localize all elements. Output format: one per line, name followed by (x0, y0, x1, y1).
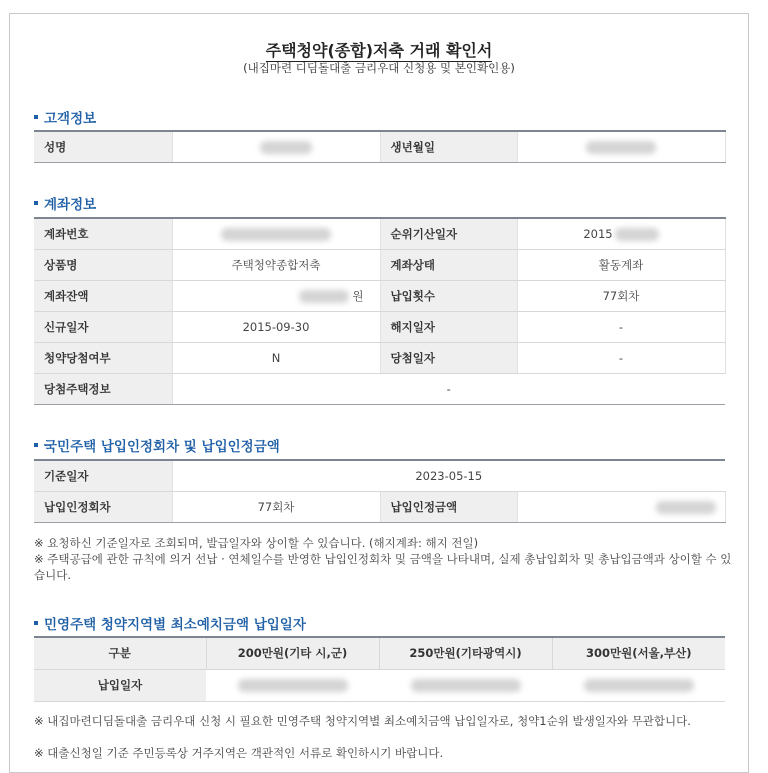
win-date-value: - (517, 342, 725, 373)
birth-value (517, 131, 725, 162)
pay-date-2m (206, 669, 379, 701)
table-row (34, 131, 725, 162)
col-2-5m: 250만원(기타광역시) (379, 637, 552, 669)
win-value: N (172, 342, 380, 373)
table-row (34, 460, 725, 491)
rank-date-value: 2015 (517, 218, 725, 249)
section-account-heading: 계좌정보 (34, 193, 96, 213)
account-info-table (34, 217, 726, 405)
account-no-label: 계좌번호 (34, 218, 172, 249)
table-row (34, 373, 725, 404)
section-private-heading: 민영주택 청약지역별 최소예치금액 납입일자 (34, 613, 306, 633)
section-customer-heading: 고객정보 (34, 107, 96, 127)
name-label: 성명 (34, 131, 172, 162)
bullet-icon (34, 621, 38, 625)
win-house-value: - (172, 373, 725, 404)
table-row (34, 342, 725, 373)
recognized-amount-label: 납입인정금액 (380, 491, 517, 522)
col-category: 구분 (34, 637, 206, 669)
national-note-2: ※ 주택공급에 관한 규칙에 의거 선납 · 연체일수를 반영한 납입인정회차 및 금액을 나타내며, 실제 총납입회차 및 총납입금액과 상이할 수 있습니다. (34, 552, 732, 582)
customer-info-table (34, 130, 726, 163)
open-date-label: 신규일자 (34, 311, 172, 342)
bullet-icon (34, 443, 38, 447)
account-no-value (172, 218, 380, 249)
table-row (34, 249, 725, 280)
col-2m: 200만원(기타 시,군) (206, 637, 379, 669)
product-value: 주택청약종합저축 (172, 249, 380, 280)
document-subtitle: (내집마련 디딤돌대출 금리우대 신청용 및 본인확인용) (243, 61, 515, 75)
recognized-count-value: 77회차 (172, 491, 380, 522)
national-info-table (34, 459, 726, 523)
table-row (34, 669, 725, 701)
balance-value: 원 (172, 280, 380, 311)
status-label: 계좌상태 (380, 249, 517, 280)
bullet-icon (34, 201, 38, 205)
pay-date-3m (552, 669, 725, 701)
status-value: 활동계좌 (517, 249, 725, 280)
national-note-1: ※ 요청하신 기준일자로 조회되며, 발급일자와 상이할 수 있습니다. (해지계좌: 해지 전일) (34, 536, 479, 550)
win-label: 청약당첨여부 (34, 342, 172, 373)
table-row (34, 280, 725, 311)
document-title: 주택청약(종합)저축 거래 확인서 (265, 41, 493, 60)
recognized-count-label: 납입인정회차 (34, 491, 172, 522)
pay-date-2-5m (379, 669, 552, 701)
table-row (34, 311, 725, 342)
private-deposit-table (34, 636, 725, 702)
recognized-amount-value (517, 491, 725, 522)
private-note-1: ※ 내집마련디딤돌대출 금리우대 신청 시 필요한 민영주택 청약지역별 최소예치금액 납입일자로, 청약1순위 발생일자와 무관합니다. (34, 714, 691, 728)
balance-label: 계좌잔액 (34, 280, 172, 311)
product-label: 상품명 (34, 249, 172, 280)
win-house-label: 당첨주택정보 (34, 373, 172, 404)
table-header-row (34, 637, 725, 669)
bullet-icon (34, 115, 38, 119)
close-date-label: 해지일자 (380, 311, 517, 342)
pay-date-label: 납입일자 (34, 669, 206, 701)
section-national-heading: 국민주택 납입인정회차 및 납입인정금액 (34, 435, 280, 455)
pay-count-value: 77회차 (517, 280, 725, 311)
private-note-2: ※ 대출신청일 기준 주민등록상 거주지역은 객관적인 서류로 확인하시기 바랍니다. (34, 746, 444, 760)
close-date-value: - (517, 311, 725, 342)
pay-count-label: 납입횟수 (380, 280, 517, 311)
birth-label: 생년월일 (380, 131, 517, 162)
name-value (172, 131, 380, 162)
base-date-label: 기준일자 (34, 460, 172, 491)
base-date-value: 2023-05-15 (172, 460, 725, 491)
document-frame (9, 13, 749, 773)
table-row (34, 218, 725, 249)
win-date-label: 당첨일자 (380, 342, 517, 373)
open-date-value: 2015-09-30 (172, 311, 380, 342)
col-3m: 300만원(서울,부산) (552, 637, 725, 669)
rank-date-label: 순위기산일자 (380, 218, 517, 249)
table-row (34, 491, 725, 522)
